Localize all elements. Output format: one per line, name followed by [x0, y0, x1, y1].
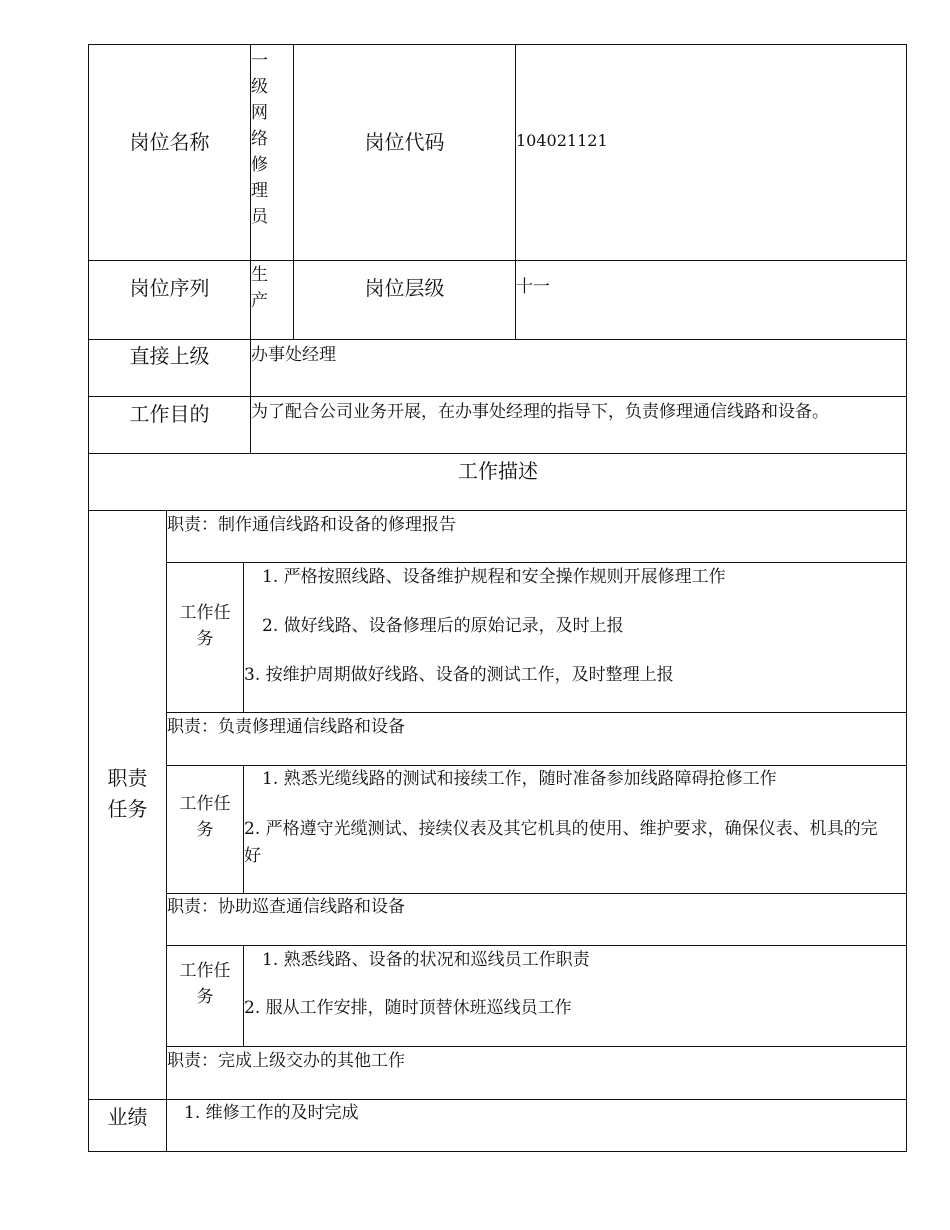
- duty-4-title: 职责：完成上级交办的其他工作: [167, 1051, 405, 1071]
- table-outer-border: [88, 44, 907, 1152]
- position-series-value: 生产: [251, 265, 268, 311]
- duty-1-task-1: 1. 严格按照线路、设备维护规程和安全操作规则开展修理工作: [262, 567, 726, 587]
- position-name-label: 岗位名称: [129, 130, 210, 154]
- performance-label: 业绩: [107, 1105, 148, 1129]
- duties-label-line1: 职责: [107, 766, 148, 790]
- row-divider: [166, 712, 907, 713]
- duty-3-title: 职责：协助巡查通信线路和设备: [167, 897, 405, 917]
- position-code-value: 104021121: [516, 131, 608, 150]
- purpose-value: 为了配合公司业务开展，在办事处经理的指导下，负责修理通信线路和设备。: [251, 402, 829, 422]
- purpose-label: 工作目的: [129, 402, 210, 426]
- row-divider: [88, 260, 907, 261]
- duty-3-task-label-line1: 工作任: [179, 961, 231, 981]
- col-divider: [243, 562, 244, 712]
- duty-2-task-label-line1: 工作任: [179, 794, 231, 814]
- row-divider: [88, 1099, 907, 1100]
- duty-1-title: 职责：制作通信线路和设备的修理报告: [167, 515, 456, 535]
- row-divider: [166, 1046, 907, 1047]
- row-divider: [88, 339, 907, 340]
- position-code-label: 岗位代码: [364, 130, 445, 154]
- duty-1-task-label-line2: 务: [196, 629, 214, 649]
- duty-2-task-label-line2: 务: [196, 820, 214, 840]
- duty-1-task-3: 3. 按维护周期做好线路、设备的测试工作，及时整理上报: [244, 665, 674, 685]
- supervisor-value: 办事处经理: [251, 345, 336, 365]
- col-divider: [243, 945, 244, 1046]
- row-divider: [88, 396, 907, 397]
- duties-label-line2: 任务: [107, 797, 148, 821]
- position-name-value: 一级网络修理员: [251, 51, 268, 227]
- duty-1-task-2: 2. 做好线路、设备修理后的原始记录，及时上报: [262, 616, 624, 636]
- row-divider: [88, 453, 907, 454]
- row-divider: [166, 765, 907, 766]
- duty-1-task-label-line1: 工作任: [179, 603, 231, 623]
- duty-3-task-1: 1. 熟悉线路、设备的状况和巡线员工作职责: [262, 950, 590, 970]
- duty-2-title: 职责：负责修理通信线路和设备: [167, 717, 405, 737]
- row-divider: [88, 510, 907, 511]
- row-divider: [166, 945, 907, 946]
- duty-3-task-label-line2: 务: [196, 987, 214, 1007]
- duty-3-task-2: 2. 服从工作安排，随时顶替休班巡线员工作: [244, 998, 572, 1018]
- supervisor-label: 直接上级: [129, 344, 210, 368]
- position-level-label: 岗位层级: [364, 276, 445, 300]
- position-level-value: 十一: [516, 277, 550, 297]
- description-title: 工作描述: [458, 459, 538, 483]
- performance-item-1: 1. 维修工作的及时完成: [184, 1103, 359, 1123]
- row-divider: [166, 893, 907, 894]
- duty-2-task-1: 1. 熟悉光缆线路的测试和接续工作，随时准备参加线路障碍抢修工作: [262, 769, 777, 789]
- row-divider: [166, 562, 907, 563]
- duty-2-task-2: 2. 严格遵守光缆测试、接续仪表及其它机具的使用、维护要求，确保仪表、机具的完好: [244, 819, 878, 866]
- position-series-label: 岗位序列: [129, 276, 210, 300]
